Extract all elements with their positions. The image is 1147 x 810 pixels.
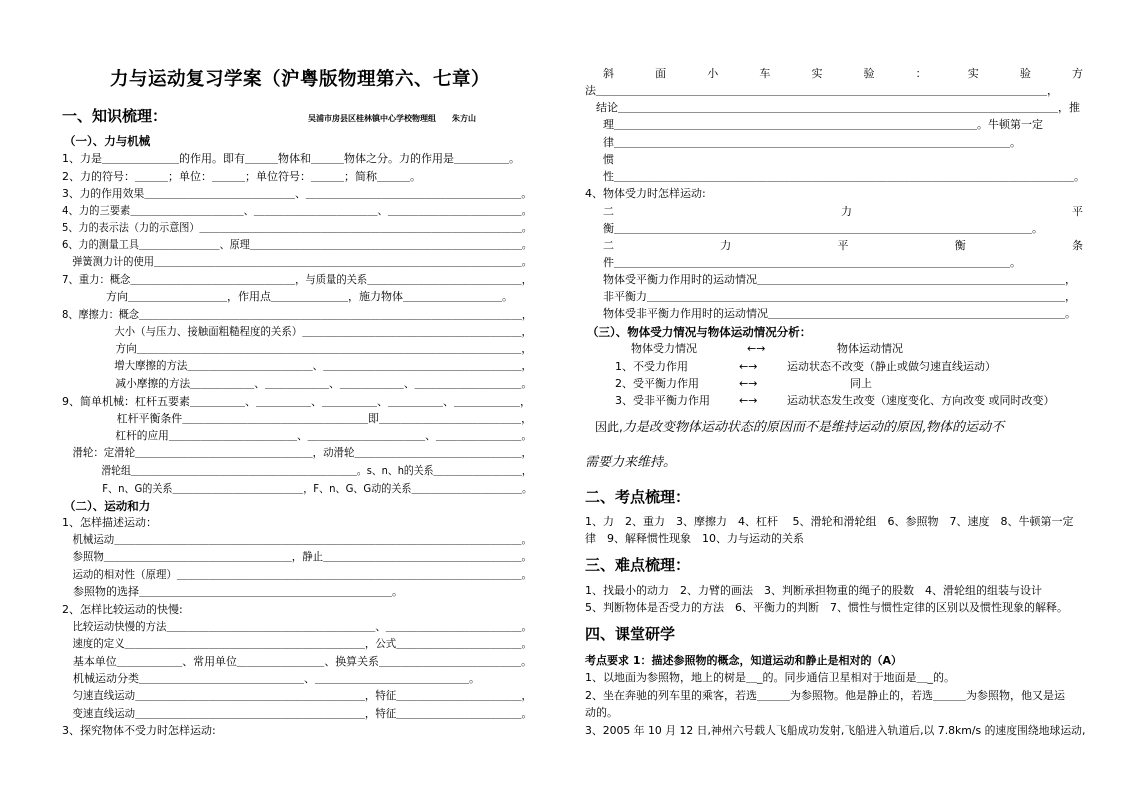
word: ： [915, 67, 927, 80]
row-balanced: 2、受平衡力作用 [615, 377, 699, 390]
item-relativity: 运动的相对性（原理）＿＿＿＿＿＿＿＿＿＿＿＿＿＿＿＿＿＿＿＿＿＿＿＿＿＿＿＿＿＿＿＿＿。 [62, 568, 532, 581]
word: 二 [603, 239, 614, 252]
item-pulley-relation: F、n、G的关系＿＿＿＿＿＿＿＿＿＿＿＿＿，F、n、G、G动的关系＿＿＿＿＿＿＿＿＿＿＿。 [62, 482, 533, 495]
item-6-spring-scale: 弹簧测力计的使用＿＿＿＿＿＿＿＿＿＿＿＿＿＿＿＿＿＿＿＿＿＿＿＿＿＿＿＿＿＿＿＿＿＿＿＿。 [62, 255, 532, 268]
balance-condition-line [603, 239, 1083, 253]
word: 平 [1072, 205, 1083, 218]
double-arrow-icon: ←→ [739, 377, 758, 390]
subsection-analysis: （三）、物体受力情况与物体运动情况分析： [587, 325, 812, 339]
item-no-force-motion: 3、探究物体不受力时怎样运动: [62, 724, 216, 737]
section-difficulties-heading: 三、难点梳理： [585, 556, 691, 574]
item-5-force-diagram: 5、力的表示法（力的示意图）＿＿＿＿＿＿＿＿＿＿＿＿＿＿＿＿＿＿＿＿＿＿＿＿＿＿＿＿＿＿＿＿。 [62, 221, 532, 234]
section-knowledge-heading: 一、知识梳理： [62, 107, 168, 125]
incline-experiment-line [603, 67, 1083, 81]
word: 力 [841, 205, 852, 218]
word: 实 [967, 67, 979, 80]
conclusion-statement-end: 需要力来维持。 [585, 455, 677, 470]
item-8-friction: 8、摩擦力：概念＿＿＿＿＿＿＿＿＿＿＿＿＿＿＿＿＿＿＿＿＿＿＿＿＿＿＿＿＿＿＿＿＿＿＿＿＿＿， [62, 308, 532, 321]
row-unbalanced: 3、受非平衡力作用 [615, 394, 710, 407]
unbalanced-force-motion: 物体受非平衡力作用时的运动情况＿＿＿＿＿＿＿＿＿＿＿＿＿＿＿＿＿＿＿＿＿＿＿＿＿＿＿。 [603, 307, 1076, 320]
reasoning-line: 理＿＿＿＿＿＿＿＿＿＿＿＿＿＿＿＿＿＿＿＿＿＿＿＿＿＿＿＿＿＿＿＿＿。牛顿第一定 [603, 118, 1043, 131]
problem-1: 1、以地面为参照物，地上的树是＿_的。同步通信卫星相对于地面是＿_的。 [585, 671, 955, 684]
conclusion-prefix: 因此, [595, 420, 623, 434]
item-4-force-motion: 4、物体受力时怎样运动: [585, 187, 706, 200]
inertia-line: 性＿＿＿＿＿＿＿＿＿＿＿＿＿＿＿＿＿＿＿＿＿＿＿＿＿＿＿＿＿＿＿＿＿＿＿＿＿＿＿＿＿＿。 [603, 170, 1085, 183]
item-1-force-definition: 1、力是＿＿＿＿＿＿＿的作用。即有＿＿＿物体和＿＿＿物体之分。力的作用是＿＿＿＿＿。 [62, 152, 520, 165]
item-4-three-elements: 4、力的三要素＿＿＿＿＿＿＿＿＿＿＿、＿＿＿＿＿＿＿＿＿＿＿＿、＿＿＿＿＿＿＿＿＿＿＿＿＿。 [62, 204, 532, 217]
item-8-reduce-friction: 减小摩擦的方法＿＿＿＿＿＿、＿＿＿＿＿＿、＿＿＿＿＿＿、＿＿＿＿＿＿＿＿＿＿。 [62, 377, 532, 390]
item-speed-units: 基本单位＿＿＿＿＿＿、常用单位＿＿＿＿＿＿＿＿、换算关系＿＿＿＿＿＿＿＿＿＿＿＿＿。 [62, 655, 532, 668]
word: 方 [1071, 67, 1083, 80]
subsection-motion-force: （二）、运动和力 [64, 499, 151, 513]
difficulties-line-1: 1、找最小的动力 2、力臂的画法 3、判断承担物重的绳子的股数 4、滑轮组的组装与设计 [585, 584, 1042, 597]
item-mechanical-motion: 机械运动＿＿＿＿＿＿＿＿＿＿＿＿＿＿＿＿＿＿＿＿＿＿＿＿＿＿＿＿＿＿＿＿＿＿＿＿＿＿＿。 [62, 533, 532, 546]
problem-2: 2、坐在奔驰的列车里的乘客，若选＿＿＿为参照物。他是静止的，若选＿＿＿为参照物，他又是运 [585, 689, 1065, 702]
item-2-force-symbol: 2、力的符号：＿＿＿；单位：＿＿＿；单位符号：＿＿＿；简称＿＿＿。 [62, 170, 421, 183]
key-points-line-1: 1、力 2、重力 3、摩擦力 4、杠杆 5、滑轮和滑轮组 6、参照物 7、速度 8、牛顿第一定 [585, 515, 1074, 528]
item-6-measuring-tool: 6、力的测量工具＿＿＿＿＿＿＿＿、原理＿＿＿＿＿＿＿＿＿＿＿＿＿＿＿＿＿＿＿＿＿＿＿＿＿＿＿。 [62, 238, 532, 251]
balance-line: 衡＿＿＿＿＿＿＿＿＿＿＿＿＿＿＿＿＿＿＿＿＿＿＿＿＿＿＿＿＿＿＿＿＿＿＿＿＿＿。 [603, 222, 1043, 235]
item-7-gravity: 7、重力：概念＿＿＿＿＿＿＿＿＿＿＿＿＿＿＿＿，与质量的关系＿＿＿＿＿＿＿＿＿＿＿＿＿＿＿， [62, 273, 532, 286]
problem-3: 3、2005 年 10 月 12 日,神州六号载人飞船成功发射,飞船进入轨道后,以 7.8km/s 的速度围绕地球运动, [585, 724, 1086, 737]
table-header-motion: 物体运动情况 [837, 342, 903, 355]
word: 平 [837, 239, 849, 252]
item-8-increase-friction: 增大摩擦的方法＿＿＿＿＿＿＿＿＿＿＿＿、＿＿＿＿＿＿＿＿＿＿＿＿＿＿＿＿＿＿＿， [62, 359, 532, 372]
word: 验 [1019, 67, 1031, 80]
key-points-line-2: 律 9、解释惯性现象 10、力与运动的关系 [585, 532, 804, 545]
item-pulley: 滑轮：定滑轮＿＿＿＿＿＿＿＿＿＿＿＿＿＿＿＿＿，动滑轮＿＿＿＿＿＿＿＿＿＿＿＿＿＿＿＿， [62, 446, 532, 459]
section-classroom-heading: 四、课堂研学 [585, 625, 676, 643]
item-variable-motion: 变速直线运动＿＿＿＿＿＿＿＿＿＿＿＿＿＿＿＿＿＿＿＿＿＿，特征＿＿＿＿＿＿＿＿＿＿＿＿。 [62, 707, 532, 720]
newton-law-line: 律＿＿＿＿＿＿＿＿＿＿＿＿＿＿＿＿＿＿＿＿＿＿＿＿＿＿＿＿＿＿＿＿＿＿＿＿。 [603, 136, 1021, 149]
word: 条 [1072, 239, 1083, 252]
problem-2-end: 动的。 [585, 706, 618, 719]
word: 斜 [603, 67, 614, 80]
section-key-points-heading: 二、考点梳理： [585, 488, 691, 506]
double-arrow-icon: ←→ [739, 394, 758, 407]
item-compare-method: 比较运动快慢的方法＿＿＿＿＿＿＿＿＿＿＿＿＿＿＿＿＿＿＿＿、＿＿＿＿＿＿＿＿＿＿＿＿＿。 [62, 620, 532, 633]
word: 车 [759, 67, 771, 80]
inertia-label: 惯 [603, 153, 614, 166]
item-9-lever-elements: 9、简单机械：杠杆五要素＿＿＿＿＿、＿＿＿＿＿、＿＿＿＿＿、＿＿＿＿＿、＿＿＿＿＿＿， [62, 395, 531, 408]
item-reference-choice: 参照物的选择＿＿＿＿＿＿＿＿＿＿＿＿＿＿＿＿＿＿＿＿＿＿＿。 [62, 585, 403, 598]
double-arrow-icon: ←→ [739, 360, 758, 373]
experiment-conclusion: 结论＿＿＿＿＿＿＿＿＿＿＿＿＿＿＿＿＿＿＿＿＿＿＿＿＿＿＿＿＿＿＿＿＿＿＿＿＿＿＿＿，推 [585, 101, 1080, 114]
item-9-lever-balance: 杠杆平衡条件＿＿＿＿＿＿＿＿＿＿＿＿＿＿＿＿＿即＿＿＿＿＿＿＿＿＿＿＿＿＿， [62, 412, 532, 425]
row-balanced-result: 同上 [850, 377, 872, 390]
item-describe-motion: 1、怎样描述运动： [62, 516, 157, 529]
item-speed-definition: 速度的定义＿＿＿＿＿＿＿＿＿＿＿＿＿＿＿＿＿＿＿＿＿＿＿，公式＿＿＿＿＿＿＿＿＿＿＿＿。 [62, 637, 532, 650]
item-3-force-effect: 3、力的作用效果＿＿＿＿＿＿＿＿＿＿＿＿＿＿、＿＿＿＿＿＿＿＿＿＿＿＿＿＿＿＿＿＿＿＿。 [62, 187, 532, 200]
item-8-friction-direction: 方向＿＿＿＿＿＿＿＿＿＿＿＿＿＿＿＿＿＿＿＿＿＿＿＿＿＿＿＿＿＿＿＿＿＿＿＿， [62, 342, 532, 355]
condition-line: 件＿＿＿＿＿＿＿＿＿＿＿＿＿＿＿＿＿＿＿＿＿＿＿＿＿＿＿＿＿＿＿＿＿＿＿＿。 [603, 256, 1021, 269]
word: 验 [863, 67, 875, 80]
item-uniform-motion: 匀速直线运动＿＿＿＿＿＿＿＿＿＿＿＿＿＿＿＿＿＿＿＿＿＿，特征＿＿＿＿＿＿＿＿＿＿＿＿， [62, 689, 532, 702]
item-7-gravity-direction: 方向＿＿＿＿＿＿＿＿＿，作用点＿＿＿＿＿＿＿，施力物体＿＿＿＿＿＿＿＿＿。 [62, 290, 513, 303]
item-pulley-block: 滑轮组＿＿＿＿＿＿＿＿＿＿＿＿＿＿＿＿＿＿＿＿＿＿＿。s、n、h的关系＿＿＿＿＿＿＿＿＿， [62, 464, 532, 477]
unbalanced-force: 非平衡力＿＿＿＿＿＿＿＿＿＿＿＿＿＿＿＿＿＿＿＿＿＿＿＿＿＿＿＿＿＿＿＿＿＿＿＿＿＿， [603, 290, 1076, 303]
difficulties-line-2: 5、判断物体是否受力的方法 6、平衡力的判断 7、惯性与惯性定律的区别以及惯性现象的解释。 [585, 601, 1068, 614]
experiment-method: 法＿＿＿＿＿＿＿＿＿＿＿＿＿＿＿＿＿＿＿＿＿＿＿＿＿＿＿＿＿＿＿＿＿＿＿＿＿＿＿＿＿， [585, 84, 1058, 97]
conclusion-statement [595, 418, 1004, 437]
row-no-force: 1、不受力作用 [615, 360, 688, 373]
requirement-1: 考点要求 1：描述参照物的概念，知道运动和静止是相对的（A） [585, 654, 902, 667]
row-no-force-result: 运动状态不改变（静止或做匀速直线运动） [787, 360, 996, 373]
item-reference-object: 参照物＿＿＿＿＿＿＿＿＿＿＿＿＿＿＿＿＿＿，静止＿＿＿＿＿＿＿＿＿＿＿＿＿＿＿＿＿＿＿。 [62, 550, 532, 563]
word: 实 [811, 67, 823, 80]
subsection-force-machines: （一）、力与机械 [64, 134, 151, 148]
page-title: 力与运动复习学案（沪粤版物理第六、七章） [110, 69, 491, 90]
word: 面 [655, 67, 667, 80]
item-compare-speed: 2、怎样比较运动的快慢: [62, 603, 183, 616]
author-line: 吴浦市房县区桂林镇中心学校物理组 朱方山 [308, 114, 476, 123]
double-arrow-icon: ←→ [747, 342, 766, 355]
row-unbalanced-result: 运动状态发生改变（速度变化、方向改变 或同时改变） [787, 394, 1055, 407]
word: 小 [707, 67, 719, 80]
balanced-force-motion: 物体受平衡力作用时的运动情况＿＿＿＿＿＿＿＿＿＿＿＿＿＿＿＿＿＿＿＿＿＿＿＿＿＿＿＿， [603, 273, 1076, 286]
item-motion-types: 机械运动分类＿＿＿＿＿＿＿＿＿＿＿＿＿＿＿、＿＿＿＿＿＿＿＿＿＿＿＿＿＿。 [62, 672, 480, 685]
word: 力 [720, 239, 732, 252]
word: 二 [603, 205, 614, 218]
conclusion-text: 力是改变物体运动状态的原因而不是维持运动的原因,物体的运动不 [622, 420, 1004, 435]
item-9-lever-application: 杠杆的应用＿＿＿＿＿＿＿＿＿＿＿＿、＿＿＿＿＿＿＿＿＿＿＿、＿＿＿＿＿＿＿＿。 [62, 429, 532, 442]
word: 衡 [954, 239, 966, 252]
item-8-friction-size: 大小（与压力、接触面粗糙程度的关系）＿＿＿＿＿＿＿＿＿＿＿＿＿＿＿＿＿＿＿＿＿， [62, 325, 532, 338]
table-header-force: 物体受力情况 [631, 342, 697, 355]
